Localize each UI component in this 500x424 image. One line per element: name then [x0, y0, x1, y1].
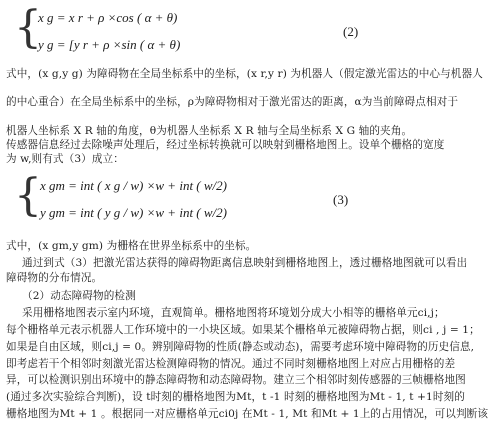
section-heading: （2）动态障碍物的检测 — [22, 290, 136, 302]
text-line: 式中，(x gm,y gm) 为栅格在世界坐标系中的坐标。 — [6, 240, 257, 252]
equation-row: y g = [y r + ρ ×sin ( α + θ) — [38, 37, 181, 52]
equation-number: (2) — [343, 24, 359, 39]
equation-row: x gm = int ( x g / w) ×w + int ( w/2) — [40, 178, 227, 193]
text-line: 的中心重合）在全局坐标系中的坐标，ρ为障碍物相对于激光雷达的距离，α为当前障碍点相对于 — [6, 96, 459, 108]
text-line: 如果是自由区域，则ci,j = 0。辨别障碍物的性质(静态或动态)，需要考虑环境中障碍物的历史信息, — [6, 341, 475, 353]
equation-brace: { — [14, 170, 42, 221]
text-line: 为 w,则有式（3）成立： — [6, 153, 124, 165]
text-line: 传感器信息经过去除噪声处理后，经过坐标转换就可以映射到栅格地图上。设单个栅格的宽度 — [6, 139, 445, 151]
text-line: 每个栅格单元表示机器人工作环境中的一小块区域。如果某个栅格单元被障碍物占据，则ci , j = 1； — [6, 324, 480, 336]
text-line: 机器人坐标系 X R 轴的角度，θ为机器人坐标系 X R 轴与全局坐标系 X G 轴的夹角。 — [6, 125, 413, 137]
text-line: 障碍物的分布情况。 — [6, 272, 103, 284]
equation-2 — [0, 0, 500, 60]
text-line: (通过多次实验综合判断)，设 t时刻的栅格地图为Mt，t -1 时刻的栅格地图为Mt - 1, t +1时刻的 — [6, 391, 465, 403]
text-line: 异，可以检测识别出环境中的静态障碍物和动态障碍物。建立三个相邻时刻传感器的三帧栅格地图 — [6, 374, 466, 386]
text-line: 式中，(x g,y g) 为障碍物在全局坐标系中的坐标，(x r,y r) 为机器人（假定激光雷达的中心与机器人 — [6, 68, 483, 80]
equation-number: (3) — [333, 192, 349, 207]
text-line: 即考虑若干个相邻时刻激光雷达检测障碍物的情况。通过不同时刻栅格地图上对应占用栅格的差 — [6, 358, 456, 370]
equation-row: x g = x r + ρ ×cos ( α + θ) — [38, 10, 178, 25]
text-line: 采用栅格地图表示室内环境，直观简单。栅格地图将环境划分成大小相等的栅格单元ci,j； — [22, 307, 445, 319]
text-line: 栅格地图为Mt + 1 。根据同一对应栅格单元ci0j 在Mt - 1, Mt 和Mt + 1上的占用情况，可以判断该 — [6, 408, 489, 420]
equation-row: y gm = int ( y g / w) ×w + int ( w/2) — [40, 205, 227, 220]
text-line: 通过到式（3）把激光雷达获得的障碍物距离信息映射到栅格地图上，透过栅格地图就可以看出 — [22, 257, 468, 269]
equation-brace: { — [14, 2, 42, 53]
equation-3 — [0, 168, 500, 230]
